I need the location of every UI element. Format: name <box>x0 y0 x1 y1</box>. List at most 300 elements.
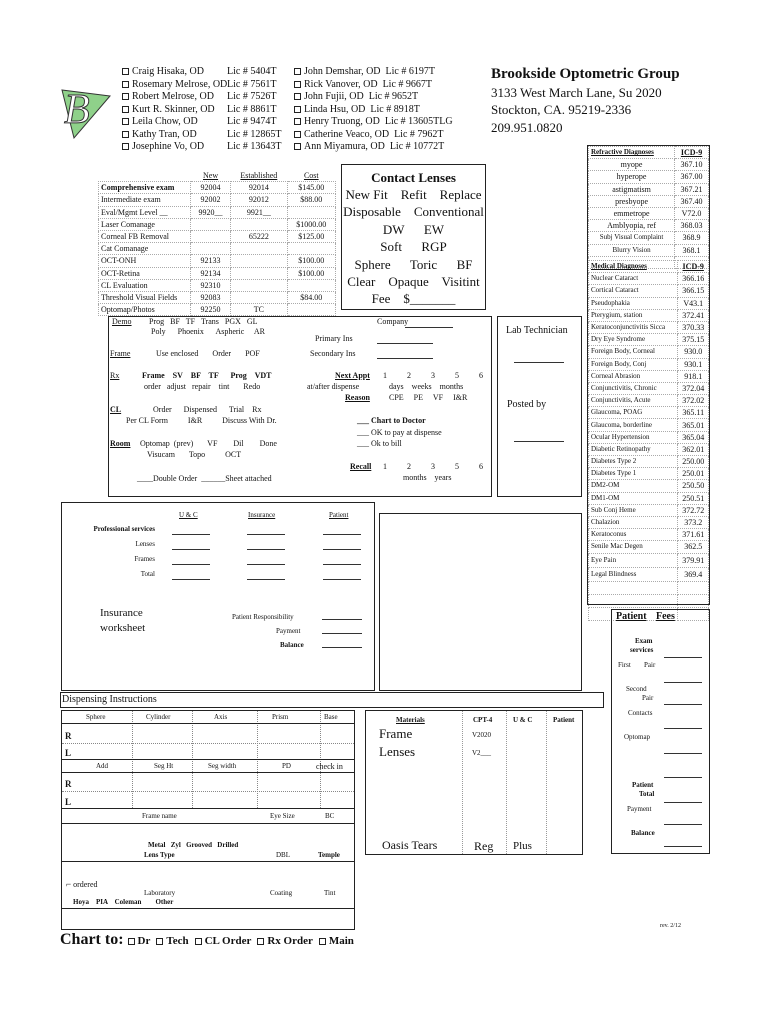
pair-label: Pair <box>644 661 656 669</box>
dispensing-header <box>60 692 604 708</box>
medical-row <box>589 370 709 382</box>
diagnosis-name[interactable]: Conjunctivitis, Chronic <box>589 382 678 394</box>
lab-names: Hoya PIA Coleman Other <box>73 898 174 906</box>
exam-cell <box>231 255 288 267</box>
oasis-plus: Plus <box>513 840 532 852</box>
icd-code: 372.04 <box>678 382 709 394</box>
recall-label: Recall <box>350 462 372 471</box>
diagnosis-name[interactable]: Glaucoma, borderline <box>589 419 678 431</box>
temple-label: Temple <box>318 851 340 859</box>
exam-service: Threshold Visual Fields <box>99 291 191 303</box>
practice-name: Brookside Optometric Group <box>491 66 680 82</box>
exam-service: Laser Comanage <box>99 218 191 230</box>
billing-blank[interactable] <box>323 534 361 535</box>
rx-line2: order adjust repair tint Redo <box>144 382 261 391</box>
billing-row-label: Total <box>140 570 155 578</box>
doctor-license: Lic # 12865T <box>227 128 282 140</box>
bc-label: BC <box>325 812 335 820</box>
refractive-row <box>589 207 709 219</box>
doctor-entry <box>294 91 453 104</box>
chart-to-option[interactable] <box>128 935 151 947</box>
icd-code: 366.15 <box>678 285 709 297</box>
medical-row <box>589 516 709 528</box>
exam-cell <box>287 206 335 218</box>
exam-cell: 92004 <box>191 182 231 194</box>
diagnosis-name[interactable]: Foreign Body, Corneal <box>589 346 678 358</box>
chart-to-option[interactable] <box>257 935 313 947</box>
dispensing-col-header: Base <box>324 713 338 721</box>
diagnosis-name[interactable]: Conjunctivitis, Acute <box>589 395 678 407</box>
checkbox-icon[interactable] <box>294 81 301 88</box>
exam-cell: 92012 <box>231 194 288 206</box>
checkbox-icon[interactable] <box>122 81 129 88</box>
exam-cell <box>287 279 335 291</box>
disp-l2: L <box>65 797 72 807</box>
checkbox-icon[interactable] <box>319 938 326 945</box>
billing-blank[interactable] <box>323 579 361 580</box>
exam-cell: $145.00 <box>287 182 335 194</box>
contact-lens-option[interactable]: Fee $_______ <box>371 291 456 307</box>
medical-table <box>588 260 709 621</box>
icd-code: 368.1 <box>675 244 709 256</box>
after-dispense: at/after dispense <box>307 382 360 391</box>
exam-cell: 9921__ <box>231 206 288 218</box>
billing-blank[interactable] <box>247 549 285 550</box>
exam-service: CL Evaluation <box>99 279 191 291</box>
secondary-ins-label: Secondary Ins <box>310 349 356 358</box>
doctor-name-license: Rick Vanover, OD Lic # 9667T <box>304 78 433 90</box>
doctor-license: Lic # 8861T <box>227 103 277 115</box>
billing-box <box>61 502 375 691</box>
notes-box <box>379 513 582 691</box>
medical-row <box>589 456 709 468</box>
checkbox-icon[interactable] <box>294 68 301 75</box>
icd-code: 367.21 <box>675 183 709 195</box>
icd-code: 367.00 <box>675 171 709 183</box>
practice-city: Stockton, CA. 95219-2336 <box>491 102 632 117</box>
medical-row <box>589 273 709 285</box>
exam-row <box>99 304 336 316</box>
insurance-header: Insurance <box>248 511 276 519</box>
medical-row <box>589 321 709 333</box>
billing-blank[interactable] <box>172 534 210 535</box>
demo-label: Demo <box>112 317 132 326</box>
dispensing-col-header: Cylinder <box>146 713 171 721</box>
exam-cell: 92083 <box>191 291 231 303</box>
row-divider <box>62 772 354 773</box>
patient-total-label2: Total <box>639 790 655 798</box>
billing-blank[interactable] <box>323 549 361 550</box>
doctor-name-license: Henry Truong, OD Lic # 13605TLG <box>304 116 453 127</box>
icd-code: 368.9 <box>675 232 709 244</box>
exam-row <box>99 230 336 242</box>
contact-lens-option[interactable]: Sphere Toric BF <box>354 256 473 272</box>
icd-code: V72.0 <box>675 207 709 219</box>
diagnosis-name[interactable]: Ocular Hypertension <box>589 431 678 443</box>
contacts-label: Contacts <box>628 709 653 717</box>
medical-row <box>589 358 709 370</box>
medical-row <box>589 431 709 443</box>
medical-row <box>589 297 709 309</box>
exam-cell: $88.00 <box>287 194 335 206</box>
doctor-entry <box>294 79 453 92</box>
medical-row <box>589 541 709 553</box>
chart-to-option-label: Tech <box>166 935 189 947</box>
exam-cell: 65222 <box>231 230 288 242</box>
exam-row <box>99 243 336 255</box>
patient-header: Patient <box>329 511 349 519</box>
doctor-entry <box>122 116 281 129</box>
exam-cell <box>287 243 335 255</box>
diagnosis-name[interactable]: Subj Visual Complaint <box>589 232 675 244</box>
pair2-label: Pair <box>642 694 654 702</box>
refractive-header-row <box>589 147 709 159</box>
diagnosis-name[interactable]: Eye Pain <box>589 553 678 567</box>
refractive-row <box>589 195 709 207</box>
frame-line: Use enclosed Order POF <box>156 349 260 358</box>
medical-row <box>589 480 709 492</box>
icd-code: 250.01 <box>678 468 709 480</box>
checkbox-icon[interactable] <box>156 938 163 945</box>
diagnosis-name[interactable]: Pseudophakia <box>589 297 678 309</box>
billing-blank[interactable] <box>247 579 285 580</box>
logo-letter: B <box>64 87 90 133</box>
ordered-check: ⌐ ordered <box>66 879 98 889</box>
doctor-list-1 <box>122 66 281 154</box>
refractive-row <box>589 171 709 183</box>
dispensing-col-header: Sphere <box>86 713 106 721</box>
exam-cell: $100.00 <box>287 255 335 267</box>
lenses-material: Lenses <box>379 744 416 759</box>
icd-header: ICD-9 <box>675 147 709 159</box>
next-appt-nums: 1 2 3 5 6 <box>383 371 483 380</box>
billing-blank[interactable] <box>323 564 361 565</box>
exam-cell <box>191 218 231 230</box>
contact-lens-option[interactable]: DW EW <box>382 221 445 237</box>
diagnosis-name[interactable]: presbyope <box>589 195 675 207</box>
icd-code: 362.01 <box>678 443 709 455</box>
checkbox-icon[interactable] <box>122 93 129 100</box>
doctor-list-2 <box>294 66 453 154</box>
doctor-entry <box>294 141 453 154</box>
diagnosis-name[interactable]: Nuclear Cataract <box>589 273 678 285</box>
exam-row <box>99 194 336 206</box>
frame-name-label: Frame name <box>142 812 177 820</box>
diagnosis-name[interactable]: DM2-OM <box>589 480 678 492</box>
exam-header: Established <box>240 171 278 181</box>
exam-row <box>99 218 336 230</box>
oasis-reg: Reg <box>474 839 494 853</box>
dispensing-col-header2: Seg Ht <box>154 762 174 770</box>
contact-lenses-title: Contact Lenses <box>371 170 456 185</box>
diagnosis-name[interactable]: Diabetes Type 1 <box>589 468 678 480</box>
diagnosis-name[interactable]: Keratoconus <box>589 529 678 541</box>
exam-cell: 9920__ <box>191 206 231 218</box>
chart-to-option-label: Rx Order <box>267 935 313 947</box>
exam-row <box>99 279 336 291</box>
demo-line2: Poly Phoenix Aspheric AR <box>151 327 266 336</box>
exam-cell <box>231 218 288 230</box>
mat-uc-header: U & C <box>513 716 533 724</box>
diagnosis-name[interactable]: Blurry Vision <box>589 244 675 256</box>
fees-header: Fees <box>656 611 675 622</box>
primary-ins-label: Primary Ins <box>315 334 353 343</box>
exam-row <box>99 206 336 218</box>
chart-to-option[interactable] <box>319 935 354 947</box>
reason-label: Reason <box>345 393 370 402</box>
lab-technician-label: Lab Technician <box>506 325 568 336</box>
cl-line1: Order Dispensed Trial Rx <box>153 405 262 414</box>
checkbox-icon[interactable] <box>294 143 301 150</box>
frame-material: Frame <box>379 726 413 741</box>
icd-code: 365.01 <box>678 419 709 431</box>
exam-cell <box>231 243 288 255</box>
medical-row <box>589 553 709 567</box>
doctor-entry <box>122 91 281 104</box>
icd-code: 930.1 <box>678 358 709 370</box>
company-label: Company <box>377 317 409 326</box>
balance-label: Balance <box>280 641 304 649</box>
exam-cell: 92134 <box>191 267 231 279</box>
diagnosis-name[interactable]: Amblyopia, ref <box>589 220 675 232</box>
diagnosis-name[interactable]: Keratoconjunctivitis Sicca <box>589 321 678 333</box>
diagnosis-name[interactable]: Legal Blindness <box>589 567 678 581</box>
exam-service: OCT-Retina <box>99 267 191 279</box>
coating-label: Coating <box>270 889 293 897</box>
diagnosis-name[interactable]: Senile Mac Degen <box>589 541 678 553</box>
double-order: ____Double Order ______Sheet attached <box>137 474 272 483</box>
icd-code: 379.91 <box>678 553 709 567</box>
doctor-name-license: Catherine Veaco, OD Lic # 7962T <box>304 128 444 140</box>
exam-cell: 92133 <box>191 255 231 267</box>
exam-service: Cat Comanage <box>99 243 191 255</box>
diagnoses-box <box>587 145 710 605</box>
doctor-entry <box>122 66 281 79</box>
diagnosis-name[interactable]: Diabetes Type 2 <box>589 456 678 468</box>
refractive-header: Refractive Diagnoses <box>589 147 675 159</box>
dbl-label: DBL <box>276 851 290 859</box>
checkbox-icon[interactable] <box>294 93 301 100</box>
orders-box <box>108 316 492 497</box>
doctor-license: Lic # 9474T <box>227 116 277 127</box>
exam-cell: $125.00 <box>287 230 335 242</box>
billing-blank[interactable] <box>172 549 210 550</box>
diagnosis-name[interactable]: Chalazion <box>589 516 678 528</box>
exam-cell <box>191 243 231 255</box>
diagnosis-name[interactable]: Dry Eye Syndrome <box>589 334 678 346</box>
icd-code: 250.51 <box>678 492 709 504</box>
doctor-name: Kurt R. Skinner, OD <box>132 103 215 115</box>
doctor-license: Lic # 7526T <box>227 91 277 102</box>
contact-lens-option[interactable]: New Fit Refit Replace <box>345 187 482 202</box>
fees-patient-header: Patient <box>616 611 647 622</box>
doctor-license: Lic # 7561T <box>227 78 277 90</box>
lenses-code: V2___ <box>472 749 492 757</box>
medical-header-row <box>589 261 709 273</box>
exam-row <box>99 267 336 279</box>
room-line2: Visucam Topo OCT <box>147 450 242 459</box>
diagnosis-name[interactable]: Foreign Body, Conj <box>589 358 678 370</box>
refractive-row <box>589 232 709 244</box>
doctor-name: Josephine Vo, OD <box>132 141 205 152</box>
diagnosis-name[interactable]: DM1-OM <box>589 492 678 504</box>
dispensing-title: Dispensing Instructions <box>62 694 157 705</box>
recall-nums: 1 2 3 5 6 <box>383 462 483 471</box>
dispensing-col-header: Prism <box>272 713 289 721</box>
diagnosis-name[interactable]: astigmatism <box>589 183 675 195</box>
doctor-name-license: John Fujii, OD Lic # 9652T <box>304 91 419 102</box>
icd-code: 362.5 <box>678 541 709 553</box>
frame-label: Frame <box>110 349 131 358</box>
checkbox-icon[interactable] <box>257 938 264 945</box>
medical-row <box>589 285 709 297</box>
exam-cell <box>231 291 288 303</box>
exam-cell <box>191 230 231 242</box>
dispensing-col-header2: Add <box>96 762 109 770</box>
exam-cell: 92310 <box>191 279 231 291</box>
patient-resp-label: Patient Responsibility <box>232 613 294 621</box>
exam-service: Intermediate exam <box>99 194 191 206</box>
first-label: First <box>618 661 631 669</box>
rx-line1: Frame SV BF TF Prog VDT <box>142 371 272 380</box>
insurance-title: Insurance <box>100 607 143 619</box>
contact-lens-option[interactable]: Soft RGP <box>380 239 447 255</box>
diagnosis-name[interactable]: Glaucoma, POAG <box>589 407 678 419</box>
icd-code: 375.15 <box>678 334 709 346</box>
icd-code: 370.33 <box>678 321 709 333</box>
exam-cell: 92250 <box>191 304 231 316</box>
recall-units: months years <box>403 473 452 482</box>
patient-total-label1: Patient <box>632 781 654 789</box>
diagnosis-name[interactable]: Corneal Abrasion <box>589 370 678 382</box>
icd-code: 250.00 <box>678 456 709 468</box>
exam-cell: $1000.00 <box>287 218 335 230</box>
billing-row-label: Lenses <box>135 540 155 548</box>
billing-row-label: Frames <box>134 555 155 563</box>
medical-row <box>589 346 709 358</box>
exam-service: Corneal FB Removal <box>99 230 191 242</box>
icd-code: 365.11 <box>678 407 709 419</box>
diagnosis-name[interactable]: myope <box>589 159 675 171</box>
checkbox-icon[interactable] <box>122 68 129 75</box>
medical-row <box>589 419 709 431</box>
checkbox-icon[interactable] <box>122 118 129 125</box>
contact-lens-option[interactable]: Disposable Conventional <box>343 204 484 220</box>
frame-code: V2020 <box>472 731 492 739</box>
doctor-name: Robert Melrose, OD <box>132 91 214 102</box>
icd-code: 367.10 <box>675 159 709 171</box>
checkbox-icon[interactable] <box>195 938 202 945</box>
exam-table <box>98 170 336 316</box>
icd-code: 373.2 <box>678 516 709 528</box>
exam-cell <box>231 267 288 279</box>
icd-code: 372.02 <box>678 395 709 407</box>
chart-to-option[interactable] <box>156 935 188 947</box>
checkbox-icon[interactable] <box>122 143 129 150</box>
billing-blank[interactable] <box>172 564 210 565</box>
diagnosis-name[interactable]: Diabetic Retinopathy <box>589 443 678 455</box>
practice-address: 3133 West March Lane, Su 2020 <box>491 85 662 100</box>
medical-row <box>589 395 709 407</box>
checkbox-icon[interactable] <box>122 131 129 138</box>
diagnosis-name[interactable]: Pterygium, station <box>589 309 678 321</box>
doctor-entry <box>122 104 281 117</box>
diagnosis-name[interactable]: Sub Conj Heme <box>589 504 678 516</box>
diagnosis-name[interactable]: hyperope <box>589 171 675 183</box>
doctor-name: Kathy Tran, OD <box>132 128 197 140</box>
doctor-license: Lic # 5404T <box>227 66 277 77</box>
checkbox-icon[interactable] <box>122 106 129 113</box>
doctor-name-license: Linda Hsu, OD Lic # 8918T <box>304 103 420 115</box>
medical-header: Medical Diagnoses <box>589 261 678 273</box>
billing-blank[interactable] <box>247 534 285 535</box>
checkbox-icon[interactable] <box>294 106 301 113</box>
doctor-name: Leila Chow, OD <box>132 116 198 127</box>
icd-code: 366.16 <box>678 273 709 285</box>
practice-phone: 209.951.0820 <box>491 120 563 135</box>
refractive-row <box>589 220 709 232</box>
rx-label: Rx <box>110 371 120 380</box>
refractive-row <box>589 159 709 171</box>
dispensing-col-header2: Seg width <box>208 762 237 770</box>
billing-blank[interactable] <box>247 564 285 565</box>
medical-row <box>589 382 709 394</box>
materials-box <box>365 710 583 855</box>
diagnosis-name[interactable]: Cortical Cataract <box>589 285 678 297</box>
dispensing-col-header: Axis <box>214 713 228 721</box>
dispensing-box <box>61 710 355 930</box>
icd-code: 372.41 <box>678 309 709 321</box>
row-divider <box>62 723 354 724</box>
revision: rev. 2/12 <box>660 923 681 929</box>
cl-label: CL <box>110 405 122 414</box>
icd-code: V43.1 <box>678 297 709 309</box>
exam-cell <box>287 304 335 316</box>
refractive-row <box>589 183 709 195</box>
fees-box <box>611 609 710 854</box>
uc-header: U & C <box>179 511 198 519</box>
checkbox-icon[interactable] <box>294 118 301 125</box>
exam-header: New <box>202 171 219 181</box>
days-weeks-months: days weeks months <box>389 382 464 391</box>
icd-code: 368.03 <box>675 220 709 232</box>
exam-service: Optomap/Photos <box>99 304 191 316</box>
exam-service: OCT-ONH <box>99 255 191 267</box>
doctor-name-license: John Demshar, OD Lic # 6197T <box>304 66 435 77</box>
worksheet-title: worksheet <box>100 622 146 634</box>
doctor-name: Rosemary Melrose, OD <box>132 78 228 90</box>
checkbox-icon[interactable] <box>128 938 135 945</box>
contact-lens-option[interactable]: Clear Opaque Visitint <box>347 274 480 290</box>
medical-row <box>589 567 709 581</box>
blank-row <box>589 581 709 594</box>
next-appt-label: Next Appt <box>335 371 370 380</box>
disp-r2: R <box>65 779 72 789</box>
doctor-entry <box>122 141 281 154</box>
exam-label: Exam <box>635 637 653 645</box>
doctor-name: Craig Hisaka, OD <box>132 66 204 77</box>
chart-to-option[interactable] <box>195 935 252 947</box>
billing-blank[interactable] <box>172 579 210 580</box>
exam-row <box>99 255 336 267</box>
exam-cell: TC <box>231 304 288 316</box>
checkbox-icon[interactable] <box>294 131 301 138</box>
second-label: Second <box>626 685 647 693</box>
demo-line1: Prog BF TF Trans PGX GL <box>149 317 258 326</box>
icd-code: 369.4 <box>678 567 709 581</box>
diagnosis-name[interactable]: emmetrope <box>589 207 675 219</box>
eye-size-label: Eye Size <box>270 812 295 820</box>
